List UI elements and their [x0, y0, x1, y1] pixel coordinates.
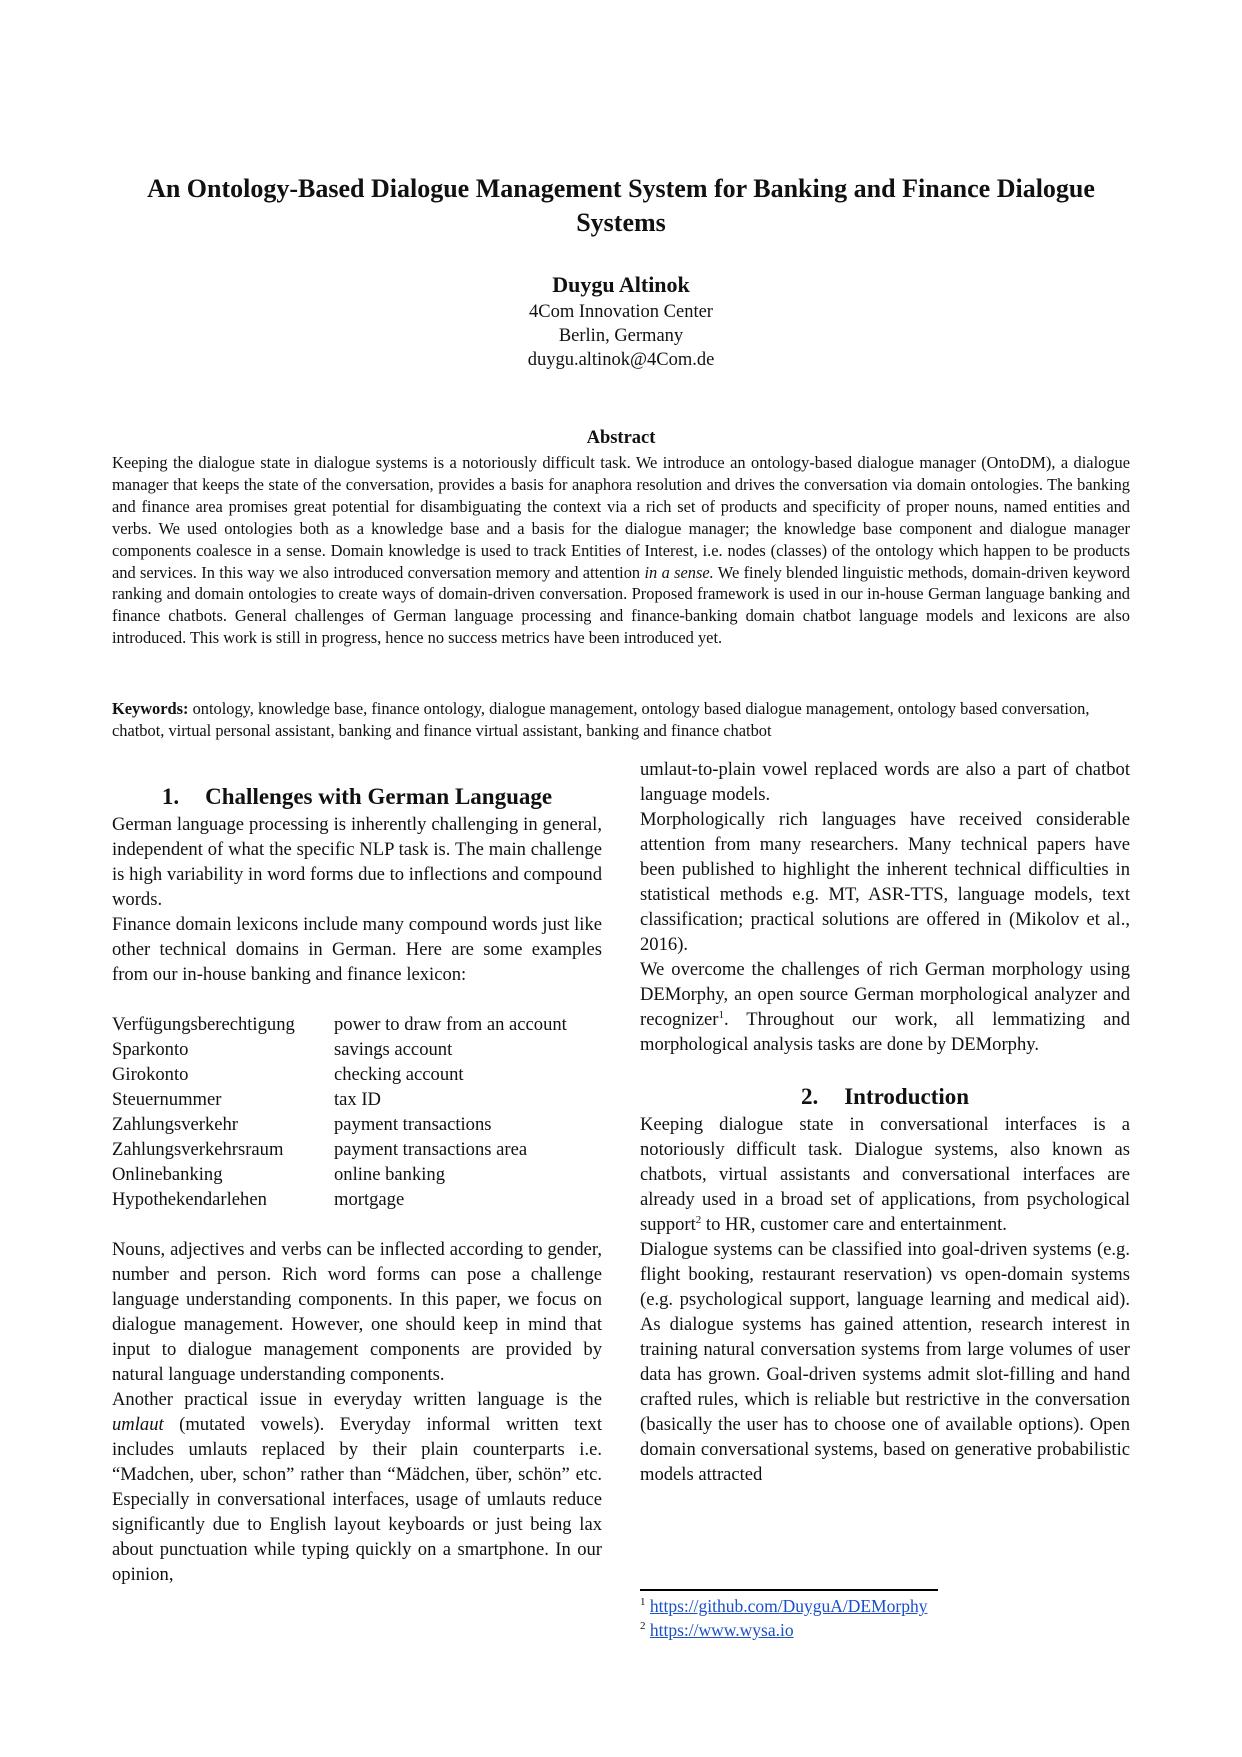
abstract-text-part-1: Keeping the dialogue state in dialogue systems is a notoriously difficult task. We introduce an ontology-based dialogue manager (OntoDM), a dialogue manager that keeps the state of the conversation, provides a basis for anaphora resolution and drives the conversation via domain ontologies. The banking and finance area promises great potential for disambiguating the context via a rich set of products and specificity of proper nouns, named entities and verbs. We used ontologies both as a knowledge base and a basis for the dialogue manager; the knowledge base component and dialogue manager components coalesce in a sense. Domain knowledge is used to track Entities of Interest, i.e. nodes (classes) of the ontology which happen to be products and services. In this way we also introduced conversation memory and attention [112, 453, 1130, 582]
footnote-divider [640, 1589, 938, 1591]
lexicon-german-term: Verfügungsberechtigung [112, 1014, 295, 1035]
table-row [112, 1012, 567, 1037]
lexicon-english-term: power to draw from an account [334, 1014, 567, 1035]
lexicon-english-term: savings account [334, 1039, 453, 1060]
umlaut-italic-term: umlaut [112, 1414, 164, 1435]
lexicon-german-term: Sparkonto [112, 1039, 189, 1060]
footnote-1 [640, 1594, 1130, 1618]
lexicon-english-term: mortgage [334, 1189, 405, 1210]
table-row [112, 1112, 567, 1137]
abstract-italic-phrase: in a sense. [644, 562, 714, 582]
table-row [112, 1162, 567, 1187]
abstract-text-part-2: We finely blended linguistic methods, domain-driven keyword ranking and domain ontologies to create ways of domain-driven conversation. Proposed framework is used in our in-house German language banking and finance chatbots. General challenges of German language processing and finance-banking domain chatbot language models and lexicons are also introduced. This work is still in progress, hence no success metrics have been introduced yet. [112, 562, 1130, 648]
left-column [112, 782, 602, 1587]
section-2-paragraph-1 [640, 1112, 1130, 1237]
paragraph-4-part-2: (mutated vowels). Everyday informal written text includes umlauts replaced by their plain counterparts i.e. “Madchen, uber, schon” rather than “Mädchen, über, schön” etc. Especially in conversational interfaces, usage of umlauts reduce significantly due to English layout keyboards or just being lax about punctuation while typing quickly on a smartphone. In our opinion, [112, 1414, 602, 1585]
lexicon-english-term: online banking [334, 1164, 446, 1185]
section-2-title: Introduction [844, 1084, 970, 1109]
right-paragraph-2: Morphologically rich languages have received considerable attention from many researchers. Many technical papers have been published to highlight the inherent technical difficulties in statistical methods e.g. MT, ASR-TTS, language models, text classification; practical solutions are offered in (Mikolov et al., 2016). [640, 809, 1130, 955]
author-block [0, 270, 1242, 372]
paragraph-3-part-1: We overcome the challenges of rich German morphology using DEMorphy, an open source German morphological analyzer and recognizer [640, 959, 1130, 1030]
footnote-1-mark: 1 [640, 1596, 646, 1609]
table-row [112, 1037, 567, 1062]
paragraph-4-part-1: Another practical issue in everyday written language is the [112, 1389, 602, 1410]
lexicon-german-term: Zahlungsverkehrsraum [112, 1139, 284, 1160]
lexicon-german-term: Zahlungsverkehr [112, 1114, 238, 1135]
section-1-number: 1. [161, 784, 180, 809]
abstract-text [112, 452, 1130, 649]
footnotes [640, 1594, 1130, 1642]
table-row [112, 1137, 567, 1162]
lexicon-german-term: Onlinebanking [112, 1164, 223, 1185]
intro-part-1: Keeping dialogue state in conversational interfaces is a notoriously difficult task. Dialogue systems, also known as chatbots, virtual assistants and conversational interfaces are already used in a broad set of applications, from psychological support [640, 1114, 1130, 1235]
abstract-heading: Abstract [586, 428, 656, 448]
keywords [112, 698, 1130, 742]
footnote-2-link[interactable]: https://www.wysa.io [649, 1620, 794, 1640]
footnote-2 [640, 1618, 1130, 1642]
lexicon-english-term: payment transactions [334, 1114, 492, 1135]
section-2-number: 2. [800, 1084, 819, 1109]
author-affiliation: 4Com Innovation Center [529, 302, 713, 322]
section-1-paragraph-4 [112, 1387, 602, 1587]
table-row [112, 1087, 567, 1112]
paper-title: An Ontology-Based Dialogue Management System for Banking and Finance Dialogue Systems [147, 174, 1095, 237]
section-1-paragraph-3: Nouns, adjectives and verbs can be inflected according to gender, number and person. Rich word forms can pose a challenge language understanding components. In this paper, we focus on dialogue management. However, one should keep in mind that input to dialogue management components are provided by natural language understanding components. [112, 1239, 602, 1385]
section-2-heading [640, 1082, 1130, 1112]
section-1-heading [112, 782, 602, 812]
author-location: Berlin, Germany [558, 326, 684, 346]
footnote-2-mark: 2 [640, 1620, 646, 1633]
lexicon-english-term: tax ID [334, 1089, 381, 1110]
footnote-1-link[interactable]: https://github.com/DuyguA/DEMorphy [649, 1596, 928, 1616]
intro-part-2: to HR, customer care and entertainment. [701, 1214, 1007, 1235]
right-paragraph-1: umlaut-to-plain vowel replaced words are also a part of chatbot language models. [640, 759, 1130, 805]
section-1-paragraph-2: Finance domain lexicons include many compound words just like other technical domains in German. Here are some examples from our in-house banking and finance lexicon: [112, 914, 602, 985]
right-column [640, 757, 1130, 1487]
footnote-ref-1: 1 [718, 1008, 724, 1021]
table-row [112, 1187, 567, 1212]
keywords-label: Keywords: [112, 699, 189, 718]
lexicon-english-term: checking account [334, 1064, 464, 1085]
lexicon-german-term: Steuernummer [112, 1089, 222, 1110]
right-paragraph-3 [640, 957, 1130, 1057]
lexicon-english-term: payment transactions area [334, 1139, 528, 1160]
author-name: Duygu Altinok [552, 272, 690, 297]
section-1-title: Challenges with German Language [205, 784, 553, 809]
footnote-ref-2: 2 [695, 1213, 702, 1226]
paragraph-3-part-2: . Throughout our work, all lemmatizing and morphological analysis tasks are done by DEMorphy. [640, 1009, 1130, 1055]
lexicon-german-term: Girokonto [112, 1064, 189, 1085]
keywords-text: ontology, knowledge base, finance ontology, dialogue management, ontology based dialogue management, ontology based conversation, chatbot, virtual personal assistant, banking and finance virtual assistant, banking and finance chatbot [112, 699, 1090, 740]
lexicon-table [112, 1012, 567, 1212]
section-2-paragraph-2: Dialogue systems can be classified into goal-driven systems (e.g. flight booking, restaurant reservation) vs open-domain systems (e.g. psychological support, language learning and medical aid). As dialogue systems has gained attention, research interest in training natural conversation systems from large volumes of user data has grown. Goal-driven systems admit slot-filling and hand crafted rules, which is reliable but restrictive in the conversation (basically the user has to choose one of available options). Open domain conversational systems, based on generative probabilistic models attracted [640, 1239, 1130, 1485]
author-email: duygu.altinok@4Com.de [527, 350, 715, 370]
table-row [112, 1062, 567, 1087]
section-1-paragraph-1: German language processing is inherently challenging in general, independent of what the specific NLP task is. The main challenge is high variability in word forms due to inflections and compound words. [112, 814, 602, 910]
lexicon-german-term: Hypothekendarlehen [112, 1189, 267, 1210]
